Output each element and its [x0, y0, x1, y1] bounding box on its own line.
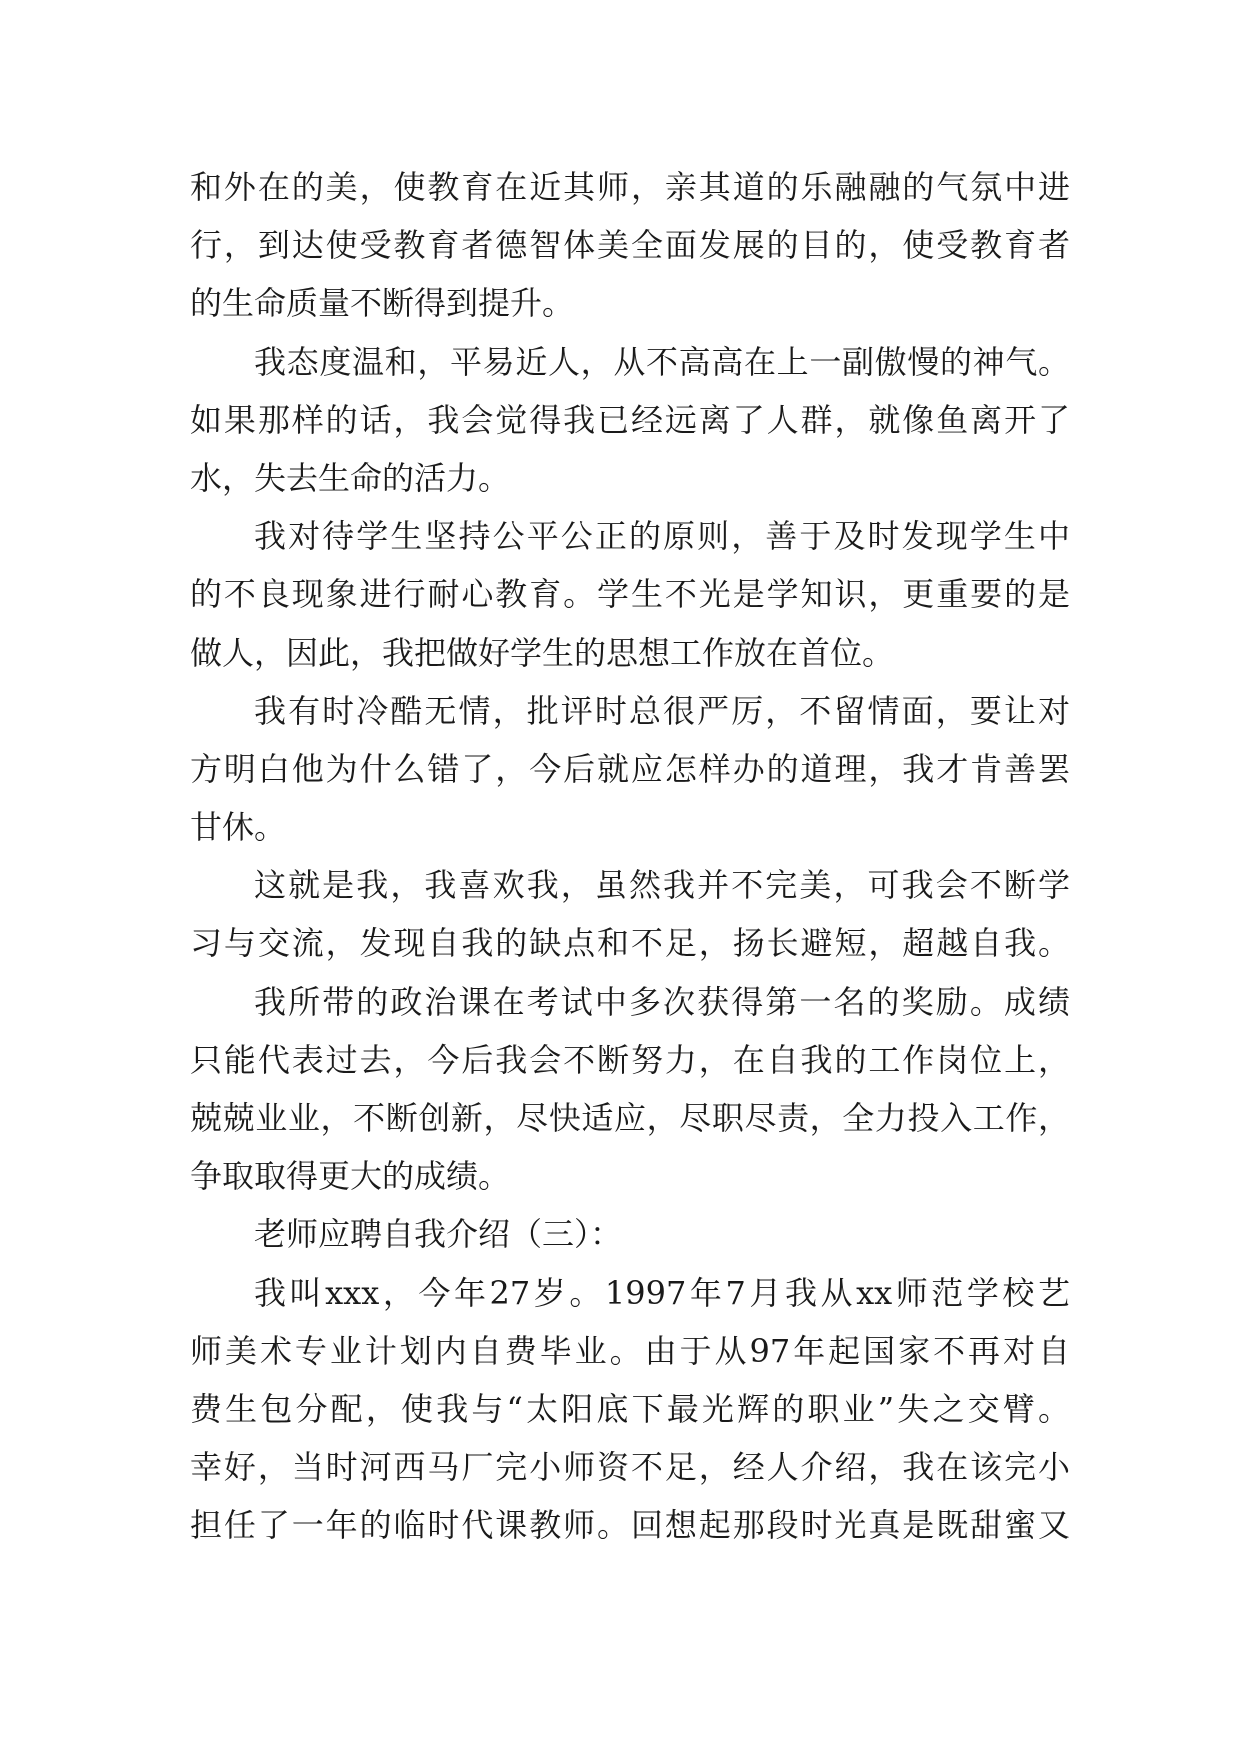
text-line: 只能代表过去，今后我会不断努力，在自我的工作岗位上，: [190, 1040, 1070, 1079]
text-line: 费生包分配，使我与“太阳底下最光辉的职业”失之交臂。: [190, 1389, 1070, 1428]
text-line: 争取取得更大的成绩。: [190, 1157, 511, 1196]
text-line: 我对待学生坚持公平公正的原则，善于及时发现学生中: [254, 517, 1070, 556]
section-heading: 老师应聘自我介绍（三）：: [254, 1215, 623, 1254]
text-line: 我叫xxx，今年27岁。1997年7月我从xx师范学校艺: [254, 1273, 1070, 1312]
text-line: 水，失去生命的活力。: [190, 458, 511, 497]
text-line: 我有时冷酷无情，批评时总很严厉，不留情面，要让对: [254, 691, 1070, 730]
text-line: 做人，因此，我把做好学生的思想工作放在首位。: [190, 633, 895, 672]
text-line: 幸好，当时河西马厂完小师资不足，经人介绍，我在该完小: [190, 1448, 1070, 1487]
text-line: 方明白他为什么错了，今后就应怎样办的道理，我才肯善罢: [190, 749, 1070, 788]
text-line: 行，到达使受教育者德智体美全面发展的目的，使受教育者: [190, 226, 1070, 265]
text-line: 担任了一年的临时代课教师。回想起那段时光真是既甜蜜又: [190, 1506, 1070, 1545]
text-line: 我所带的政治课在考试中多次获得第一名的奖励。成绩: [254, 982, 1070, 1021]
text-line: 兢兢业业，不断创新，尽快适应，尽职尽责，全力投入工作，: [190, 1099, 1070, 1137]
text-line: 这就是我，我喜欢我，虽然我并不完美，可我会不断学: [254, 866, 1070, 905]
text-line: 如果那样的话，我会觉得我已经远离了人群，就像鱼离开了: [190, 400, 1070, 439]
text-line: 的不良现象进行耐心教育。学生不光是学知识，更重要的是: [190, 575, 1070, 614]
document-body: [190, 158, 1070, 1555]
text-line: 我态度温和，平易近人，从不高高在上一副傲慢的神气。: [254, 342, 1070, 381]
text-line: 师美术专业计划内自费毕业。由于从97年起国家不再对自: [190, 1331, 1070, 1370]
text-line: 的生命质量不断得到提升。: [190, 284, 575, 323]
text-line: 习与交流，发现自我的缺点和不足，扬长避短，超越自我。: [190, 924, 1070, 963]
text-line: 甘休。: [190, 808, 287, 847]
text-line: 和外在的美，使教育在近其师，亲其道的乐融融的气氛中进: [190, 168, 1070, 206]
